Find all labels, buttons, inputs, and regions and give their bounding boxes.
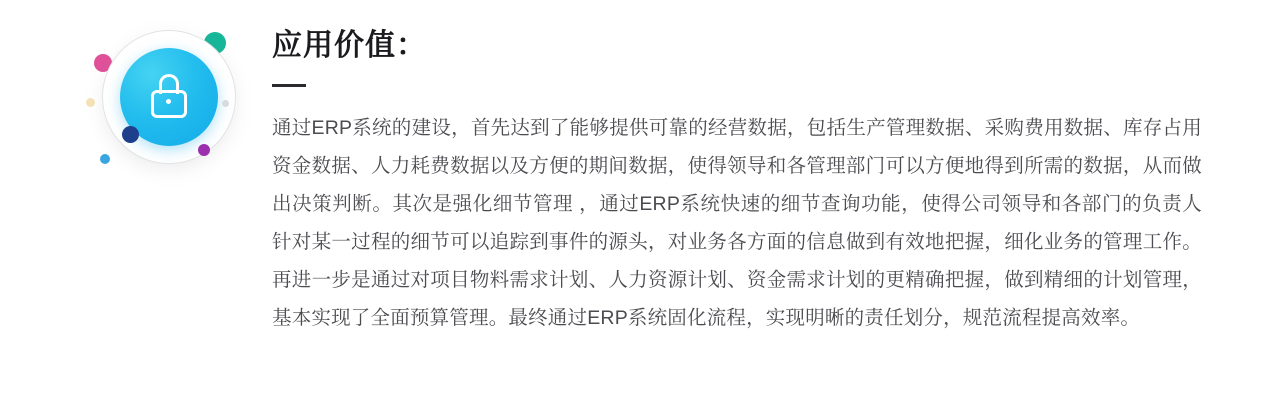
page-title: 应用价值：	[272, 29, 427, 62]
lock-keyhole	[166, 99, 171, 104]
decorative-dot-navy	[122, 126, 139, 143]
decorative-dot-blue	[100, 154, 110, 164]
decorative-dot-purple	[198, 144, 210, 156]
lock-illustration	[72, 8, 252, 188]
lock-icon	[150, 74, 188, 120]
title-underline-rule	[272, 84, 306, 87]
decorative-dot-cream	[86, 98, 95, 107]
lock-body	[151, 90, 187, 118]
body-paragraph: 通过ERP系统的建设，首先达到了能够提供可靠的经营数据，包括生产管理数据、采购费用数据、库存占用资金数据、人力耗费数据以及方便的期间数据，使得领导和各管理部门可以方便地得到所需的数据，从而做出决策判断。其次是强化细节管理 ，通过ERP系统快速的细节查询功能，使得公司领导和各部门的负责人针对某一过程的细节可以追踪到事件的源头，对业务各方面的信息做到有效地把握，细化业务的管理工作。再进一步是通过对项目物料需求计划、人力资源计划、资金需求计划的更精确把握，做到精细的计划管理，基本实现了全面预算管理。最终通过ERP系统固化流程，实现明晰的责任划分，规范流程提高效率。	[272, 117, 1202, 329]
decorative-dot-gray	[222, 100, 229, 107]
content-block	[272, 28, 1202, 337]
